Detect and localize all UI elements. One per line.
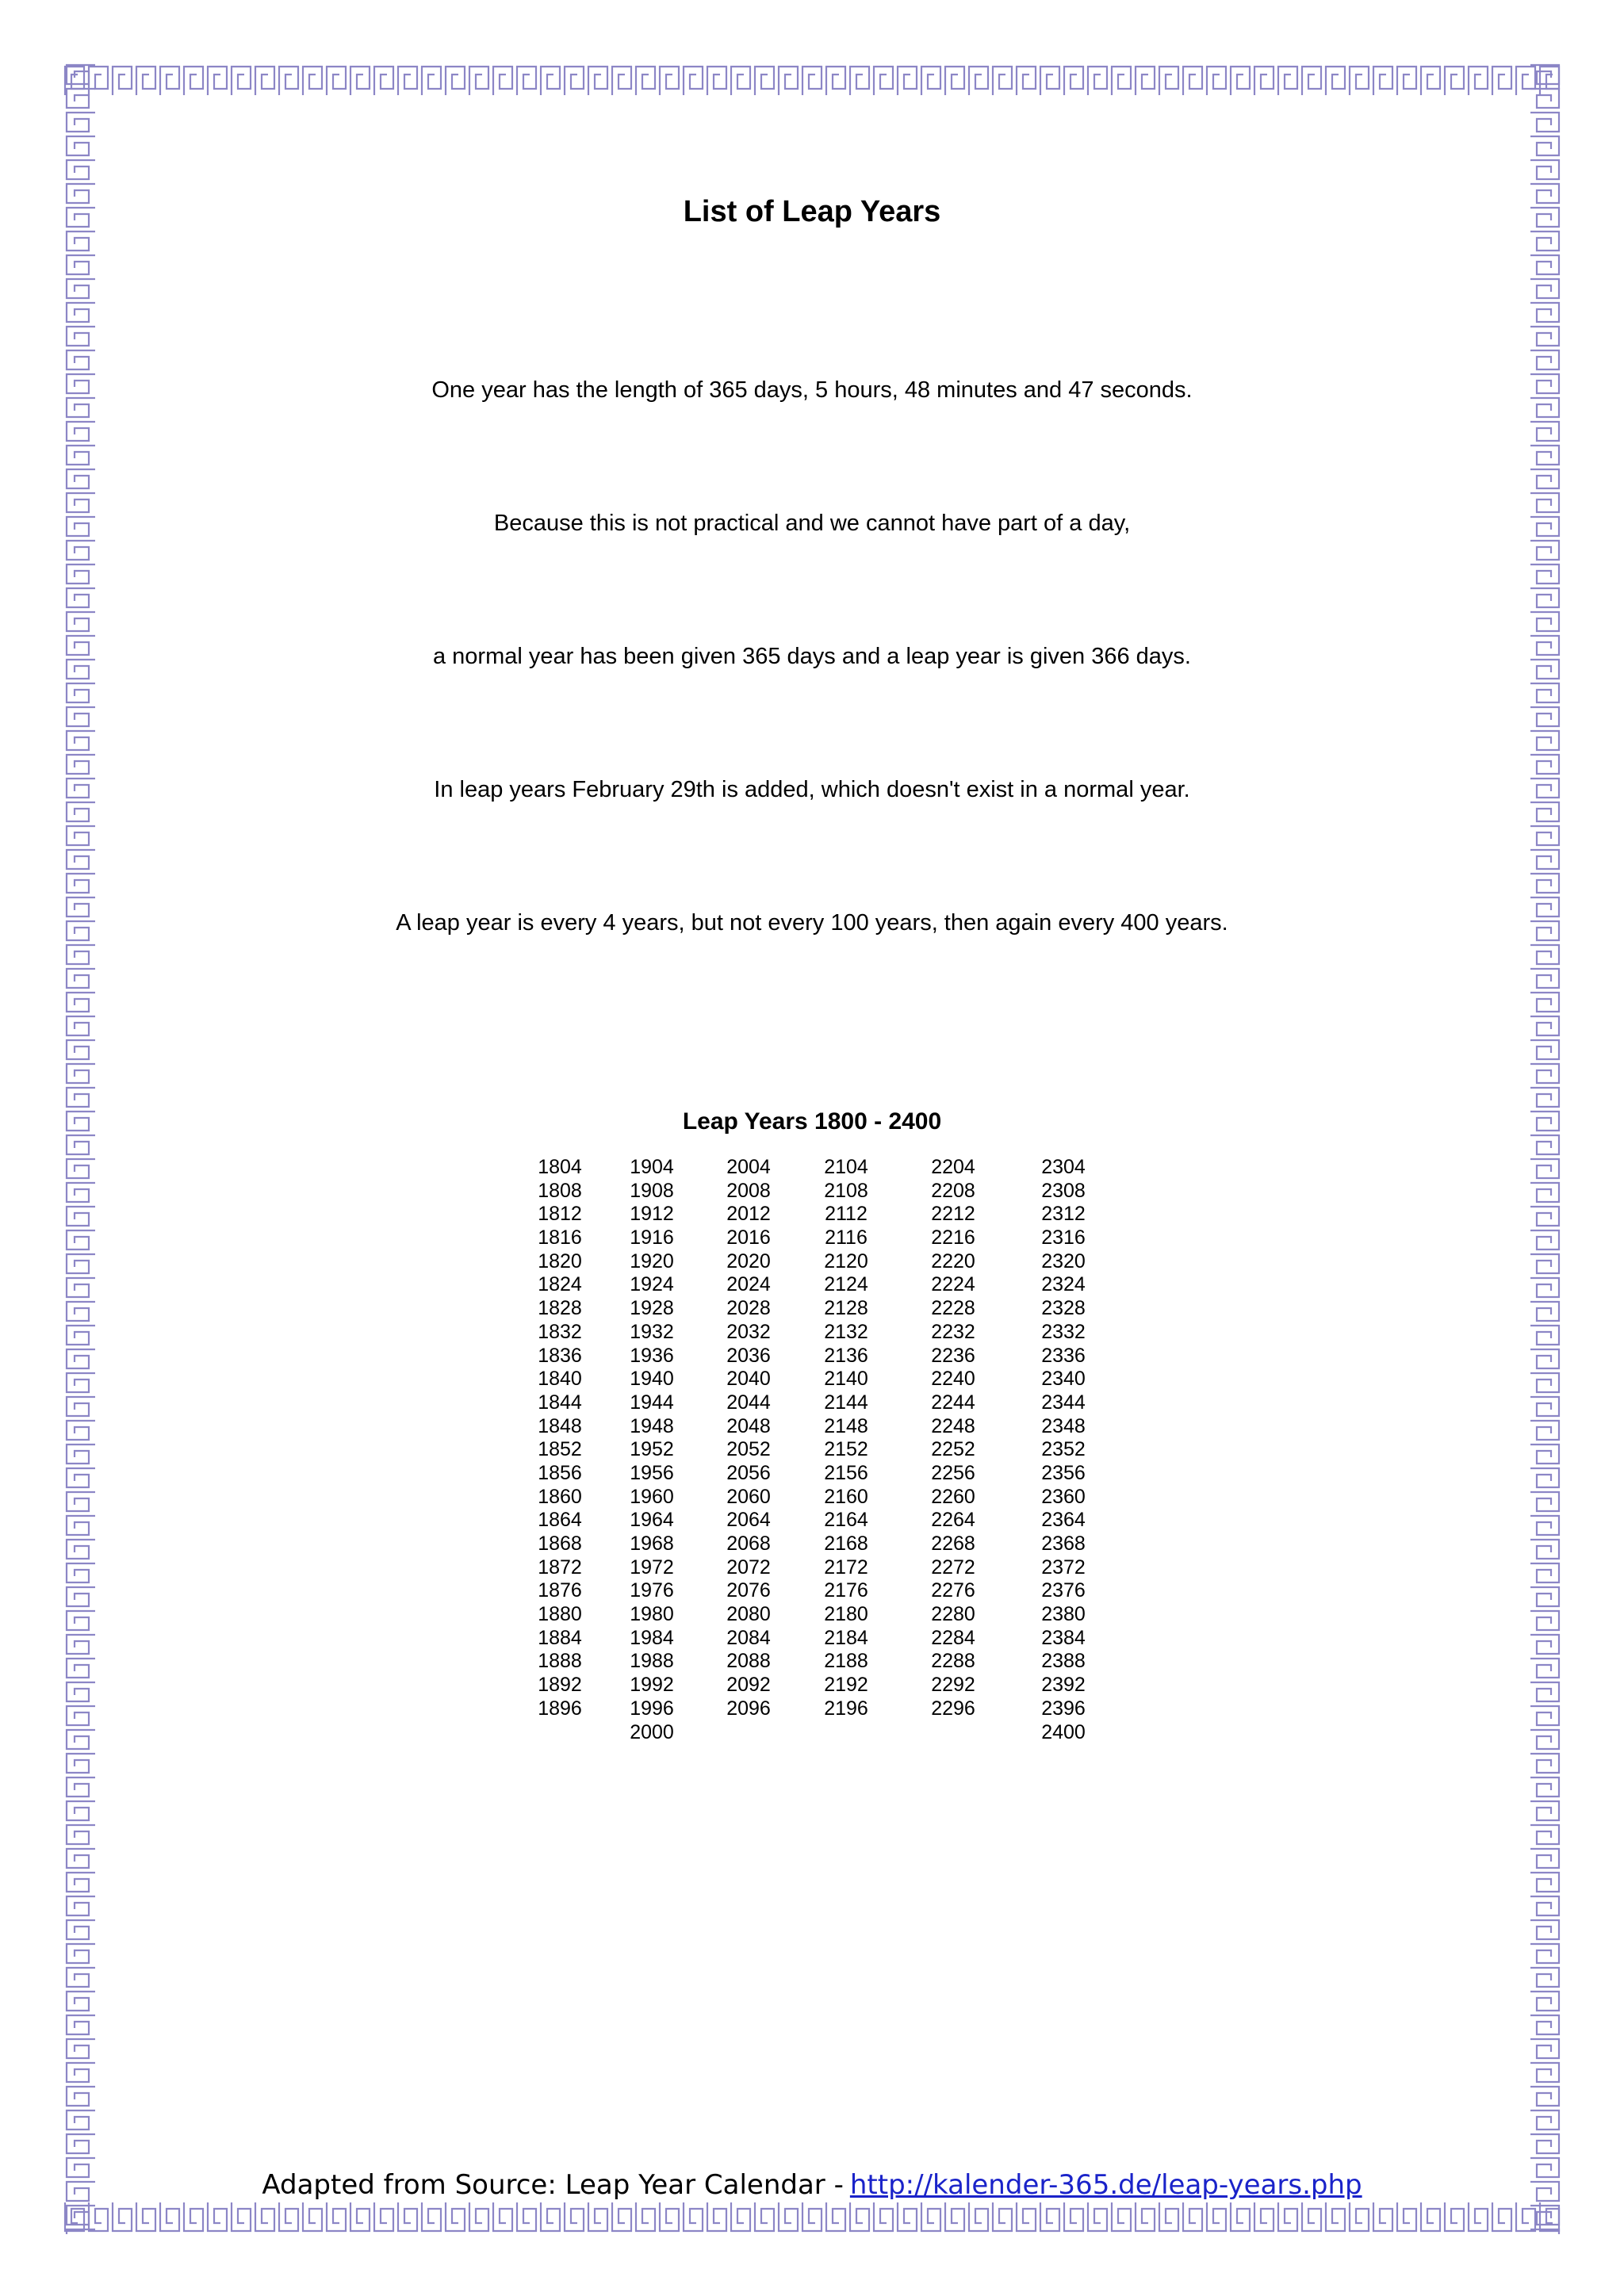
year-cell: 2008 <box>726 1179 771 1202</box>
year-cell: 1808 <box>538 1179 582 1202</box>
year-cell: 2184 <box>824 1626 868 1649</box>
year-cell: 2012 <box>726 1203 771 1226</box>
year-cell: 2356 <box>1041 1461 1086 1484</box>
year-cell: 1884 <box>538 1626 582 1649</box>
year-cell: 2228 <box>931 1297 975 1320</box>
year-column-2000s <box>705 1156 792 1721</box>
year-cell: 1920 <box>630 1249 674 1272</box>
year-cell: 2352 <box>1041 1438 1086 1461</box>
year-cell: 2196 <box>824 1697 868 1720</box>
year-cell: 1832 <box>538 1320 582 1343</box>
year-cell: 1968 <box>630 1533 674 1555</box>
decorative-border-bottom <box>63 2201 1562 2234</box>
year-column-1800s <box>516 1156 603 1721</box>
year-cell: 1860 <box>538 1485 582 1508</box>
year-cell: 2284 <box>931 1626 975 1649</box>
year-cell: 1828 <box>538 1297 582 1320</box>
year-cell: 2188 <box>824 1650 868 1673</box>
year-cell: 2044 <box>726 1391 771 1414</box>
year-cell: 2340 <box>1041 1368 1086 1391</box>
year-cell: 2208 <box>931 1179 975 1202</box>
year-cell: 1896 <box>538 1697 582 1720</box>
year-cell: 2360 <box>1041 1485 1086 1508</box>
year-cell: 2256 <box>931 1461 975 1484</box>
year-cell: 2052 <box>726 1438 771 1461</box>
year-cell: 2312 <box>1041 1203 1086 1226</box>
year-cell: 1996 <box>630 1697 674 1720</box>
year-cell: 2180 <box>824 1603 868 1626</box>
year-cell: 2388 <box>1041 1650 1086 1673</box>
year-cell: 2148 <box>824 1414 868 1437</box>
year-cell: 1940 <box>630 1368 674 1391</box>
year-cell: 2040 <box>726 1368 771 1391</box>
year-cell: 2244 <box>931 1391 975 1414</box>
year-cell: 1960 <box>630 1485 674 1508</box>
year-cell: 2164 <box>824 1509 868 1532</box>
year-cell: 1872 <box>538 1556 582 1578</box>
year-cell: 2396 <box>1041 1697 1086 1720</box>
year-cell: 2372 <box>1041 1556 1086 1578</box>
year-cell: 2376 <box>1041 1579 1086 1602</box>
year-cell: 1904 <box>630 1156 674 1178</box>
year-cell: 2112 <box>825 1203 868 1226</box>
year-cell: 2384 <box>1041 1626 1086 1649</box>
page-title: List of Leap Years <box>683 195 941 228</box>
year-cell: 2392 <box>1041 1674 1086 1697</box>
year-cell: 1824 <box>538 1273 582 1296</box>
year-cell: 2160 <box>824 1485 868 1508</box>
year-cell: 2152 <box>824 1438 868 1461</box>
year-cell: 2216 <box>931 1226 975 1249</box>
year-cell: 2128 <box>824 1297 868 1320</box>
year-cell: 2144 <box>824 1391 868 1414</box>
year-cell: 2232 <box>931 1320 975 1343</box>
year-cell: 1992 <box>630 1674 674 1697</box>
year-cell: 2212 <box>931 1203 975 1226</box>
year-cell: 2104 <box>824 1156 868 1178</box>
year-cell: 1984 <box>630 1626 674 1649</box>
year-cell: 1912 <box>630 1203 674 1226</box>
year-cell: 1948 <box>630 1414 674 1437</box>
year-cell: 2156 <box>824 1461 868 1484</box>
year-cell: 2192 <box>824 1674 868 1697</box>
year-cell: 2272 <box>931 1556 975 1578</box>
year-cell: 1936 <box>630 1344 674 1367</box>
year-cell: 2380 <box>1041 1603 1086 1626</box>
source-text: Adapted from Source: Leap Year Calendar - <box>262 2169 844 2201</box>
year-cell: 2364 <box>1041 1509 1086 1532</box>
year-cell: 1964 <box>630 1509 674 1532</box>
year-cell: 1908 <box>630 1179 674 1202</box>
year-cell: 2348 <box>1041 1414 1086 1437</box>
year-cell: 2064 <box>726 1509 771 1532</box>
year-cell: 2172 <box>824 1556 868 1578</box>
year-cell: 2220 <box>931 1249 975 1272</box>
year-cell: 2248 <box>931 1414 975 1437</box>
year-cell: 2336 <box>1041 1344 1086 1367</box>
year-cell: 1952 <box>630 1438 674 1461</box>
year-cell: 2276 <box>931 1579 975 1602</box>
year-cell: 2116 <box>825 1226 868 1249</box>
year-cell: 2288 <box>931 1650 975 1673</box>
year-column-2100s <box>802 1156 890 1721</box>
year-cell: 1980 <box>630 1603 674 1626</box>
year-cell: 1856 <box>538 1461 582 1484</box>
year-cell: 2292 <box>931 1674 975 1697</box>
year-cell: 2320 <box>1041 1249 1086 1272</box>
year-cell: 1928 <box>630 1297 674 1320</box>
year-cell: 1852 <box>538 1438 582 1461</box>
year-cell: 1976 <box>630 1579 674 1602</box>
year-cell: 2260 <box>931 1485 975 1508</box>
year-cell: 2268 <box>931 1533 975 1555</box>
year-cell: 2004 <box>726 1156 771 1178</box>
year-cell: 2088 <box>726 1650 771 1673</box>
year-cell: 1820 <box>538 1249 582 1272</box>
year-cell: 2296 <box>931 1697 975 1720</box>
year-cell: 2204 <box>931 1156 975 1178</box>
year-cell: 2028 <box>726 1297 771 1320</box>
year-cell: 2400 <box>1041 1720 1086 1743</box>
year-cell: 2136 <box>824 1344 868 1367</box>
year-cell: 2264 <box>931 1509 975 1532</box>
year-cell: 2056 <box>726 1461 771 1484</box>
year-cell: 2108 <box>824 1179 868 1202</box>
year-cell: 2236 <box>931 1344 975 1367</box>
year-cell: 2080 <box>726 1603 771 1626</box>
year-cell: 1804 <box>538 1156 582 1178</box>
year-cell: 1924 <box>630 1273 674 1296</box>
year-cell: 2368 <box>1041 1533 1086 1555</box>
year-cell: 2344 <box>1041 1391 1086 1414</box>
year-cell: 2240 <box>931 1368 975 1391</box>
paragraph-not-practical: Because this is not practical and we cannot have part of a day, <box>493 511 1131 536</box>
year-cell: 2120 <box>824 1249 868 1272</box>
year-cell: 2328 <box>1041 1297 1086 1320</box>
source-footer <box>0 2169 1624 2201</box>
year-cell: 2224 <box>931 1273 975 1296</box>
year-cell: 1944 <box>630 1391 674 1414</box>
year-cell: 2000 <box>630 1720 674 1743</box>
year-column-1900s <box>608 1156 695 1744</box>
year-cell: 1892 <box>538 1674 582 1697</box>
year-cell: 2084 <box>726 1626 771 1649</box>
year-cell: 2096 <box>726 1697 771 1720</box>
year-cell: 2076 <box>726 1579 771 1602</box>
year-cell: 1816 <box>538 1226 582 1249</box>
paragraph-year-length: One year has the length of 365 days, 5 hours, 48 minutes and 47 seconds. <box>431 377 1193 403</box>
year-cell: 2072 <box>726 1556 771 1578</box>
year-cell: 2032 <box>726 1320 771 1343</box>
year-cell: 2016 <box>726 1226 771 1249</box>
year-cell: 1836 <box>538 1344 582 1367</box>
year-cell: 2036 <box>726 1344 771 1367</box>
year-cell: 2140 <box>824 1368 868 1391</box>
paragraph-days-given: a normal year has been given 365 days and a leap year is given 366 days. <box>432 644 1191 669</box>
year-cell: 2304 <box>1041 1156 1086 1178</box>
year-cell: 1864 <box>538 1509 582 1532</box>
year-cell: 2168 <box>824 1533 868 1555</box>
year-cell: 1932 <box>630 1320 674 1343</box>
year-cell: 2324 <box>1041 1273 1086 1296</box>
year-cell: 1876 <box>538 1579 582 1602</box>
year-cell: 1840 <box>538 1368 582 1391</box>
year-cell: 1880 <box>538 1603 582 1626</box>
year-cell: 2308 <box>1041 1179 1086 1202</box>
year-cell: 1812 <box>538 1203 582 1226</box>
year-cell: 1988 <box>630 1650 674 1673</box>
year-cell: 1848 <box>538 1414 582 1437</box>
year-cell: 2020 <box>726 1249 771 1272</box>
leap-years-table-title: Leap Years 1800 - 2400 <box>682 1108 942 1135</box>
paragraph-february-29: In leap years February 29th is added, which doesn't exist in a normal year. <box>434 777 1190 802</box>
paragraph-leap-rule: A leap year is every 4 years, but not every 100 years, then again every 400 years. <box>396 910 1228 936</box>
year-cell: 2124 <box>824 1273 868 1296</box>
year-cell: 2092 <box>726 1674 771 1697</box>
source-link[interactable]: http://kalender-365.de/leap-years.php <box>849 2169 1362 2201</box>
year-cell: 1956 <box>630 1461 674 1484</box>
year-cell: 1972 <box>630 1556 674 1578</box>
year-cell: 1868 <box>538 1533 582 1555</box>
year-cell: 2024 <box>726 1273 771 1296</box>
year-cell: 1916 <box>630 1226 674 1249</box>
year-cell: 1844 <box>538 1391 582 1414</box>
decorative-border-top <box>63 63 1562 97</box>
year-column-2200s <box>910 1156 997 1721</box>
year-cell: 2332 <box>1041 1320 1086 1343</box>
year-cell: 1888 <box>538 1650 582 1673</box>
year-cell: 2060 <box>726 1485 771 1508</box>
year-cell: 2068 <box>726 1533 771 1555</box>
year-cell: 2316 <box>1041 1226 1086 1249</box>
year-cell: 2176 <box>824 1579 868 1602</box>
year-cell: 2132 <box>824 1320 868 1343</box>
year-cell: 2048 <box>726 1414 771 1437</box>
year-cell: 2280 <box>931 1603 975 1626</box>
year-column-2300s <box>1020 1156 1107 1744</box>
year-cell: 2252 <box>931 1438 975 1461</box>
